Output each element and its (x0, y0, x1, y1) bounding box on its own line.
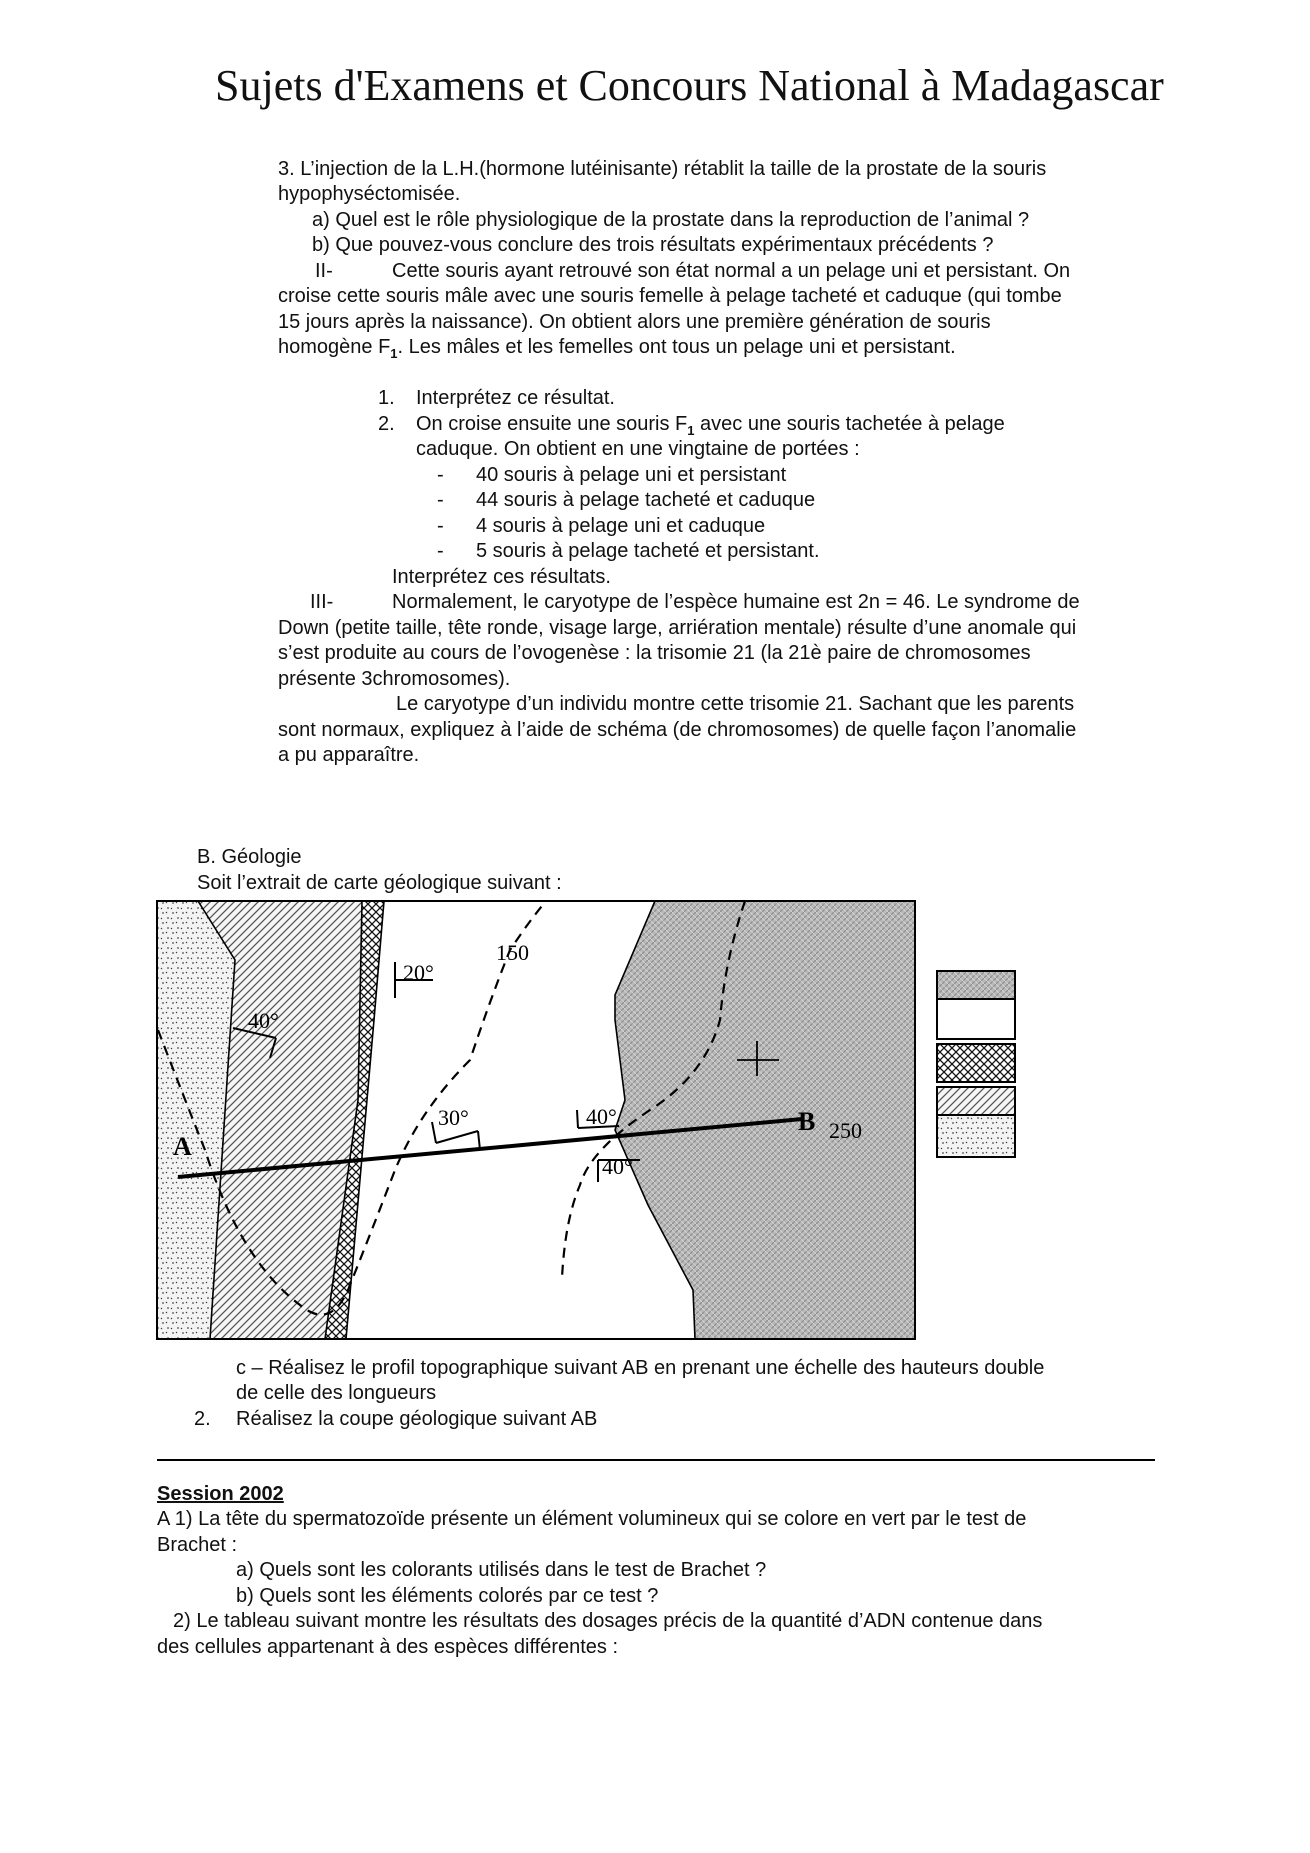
iii-line3: s’est produite au cours de l’ovogenèse : la trisomie 21 (la 21è paire de chromosomes (278, 642, 1031, 664)
a1-line1: A 1) La tête du spermatozoïde présente un élément volumineux qui se colore en vert par le test de (157, 1508, 1027, 1530)
result-dash: - (437, 464, 444, 486)
ii-line4: homogène $F_1$. Les mâles et les femelles ont tous un pelage uni et persistant. (278, 336, 956, 361)
iii-line4: présente 3chromosomes). (278, 668, 511, 690)
legend-box-crosshatched (937, 1044, 1015, 1082)
a1-line2: Brachet : (157, 1534, 238, 1556)
q3b-text: b) Que pouvez-vous conclure des trois résultats expérimentaux précédents ? (312, 234, 994, 256)
legend-box-white (937, 999, 1015, 1039)
a1b-text: b) Quels sont les éléments colorés par ce test ? (236, 1585, 659, 1607)
point-a-label: A (173, 1132, 192, 1161)
result-item: 44 souris à pelage tacheté et caduque (476, 489, 816, 511)
dip-label-40-top: 40° (586, 1104, 617, 1129)
question-2-number: 2. (194, 1408, 211, 1430)
iii-line7: a pu apparaître. (278, 744, 420, 766)
question-c-line2: de celle des longueurs (236, 1382, 437, 1404)
q3a-text: a) Quel est le rôle physiologique de la prostate dans la reproduction de l’animal ? (312, 209, 1030, 231)
iii-line1: Normalement, le caryotype de l’espèce humaine est 2n = 46. Le syndrome de (392, 591, 1080, 613)
dip-label-40-left: 40° (248, 1008, 279, 1033)
item1-number: 1. (378, 387, 395, 409)
ii-line2: croise cette souris mâle avec une souris femelle à pelage tacheté et caduque (qui tombe (278, 285, 1062, 307)
legend-box-dotted (937, 1115, 1015, 1157)
item2-line1: On croise ensuite une souris $F_1$ avec une souris tachetée à pelage (416, 413, 1005, 438)
dip-label-20: 20° (403, 960, 434, 985)
iii-line6: sont normaux, expliquez à l’aide de schéma (de chromosomes) de quelle façon l’anomalie (278, 719, 1077, 741)
result-item: 5 souris à pelage tacheté et persistant. (476, 540, 820, 562)
result-item: 40 souris à pelage uni et persistant (476, 464, 787, 486)
contour-label-150: 150 (496, 940, 529, 965)
result-dash: - (437, 515, 444, 537)
geology-heading: B. Géologie (197, 846, 302, 868)
ii-number: II- (315, 260, 333, 282)
q3-line1: 3. L’injection de la L.H.(hormone lutéinisante) rétablit la taille de la prostate de la souris (278, 158, 1047, 180)
result-dash: - (437, 540, 444, 562)
a2-line2: des cellules appartenant à des espèces différentes : (157, 1636, 619, 1658)
a2-line1: 2) Le tableau suivant montre les résultats des dosages précis de la quantité d’ADN contenue dans (173, 1610, 1043, 1632)
ii-line1: Cette souris ayant retrouvé son état normal a un pelage uni et persistant. On (392, 260, 1071, 282)
dip-label-30: 30° (438, 1105, 469, 1130)
page-header-title: Sujets d'Examens et Concours National à Madagascar (215, 61, 1164, 110)
item1-text: Interprétez ce résultat. (416, 387, 615, 409)
legend-box-hatched (937, 1087, 1015, 1115)
interpret-results: Interprétez ces résultats. (392, 566, 611, 588)
q3-line2: hypophyséctomisée. (278, 183, 461, 205)
contour-label-250: 250 (829, 1118, 862, 1143)
item2-line2: caduque. On obtient en une vingtaine de portées : (416, 438, 860, 460)
result-item: 4 souris à pelage uni et caduque (476, 515, 766, 537)
legend-box-grey (937, 971, 1015, 999)
iii-line5: Le caryotype d’un individu montre cette trisomie 21. Sachant que les parents (396, 693, 1075, 715)
session-2002-title: Session 2002 (157, 1483, 284, 1505)
geology-intro: Soit l’extrait de carte géologique suivant : (197, 872, 562, 894)
dip-label-40-bottom: 40° (602, 1154, 633, 1179)
point-b-label: B (798, 1107, 816, 1136)
result-dash: - (437, 489, 444, 511)
question-2-text: Réalisez la coupe géologique suivant AB (236, 1408, 598, 1430)
ii-line3: 15 jours après la naissance). On obtient alors une première génération de souris (278, 311, 991, 333)
a1a-text: a) Quels sont les colorants utilisés dans le test de Brachet ? (236, 1559, 767, 1581)
iii-number: III- (310, 591, 334, 613)
item2-number: 2. (378, 413, 395, 435)
iii-line2: Down (petite taille, tête ronde, visage large, arriération mentale) résulte d’une anomale qui (278, 617, 1077, 639)
question-c-line1: c – Réalisez le profil topographique suivant AB en prenant une échelle des hauteurs double (236, 1357, 1045, 1379)
